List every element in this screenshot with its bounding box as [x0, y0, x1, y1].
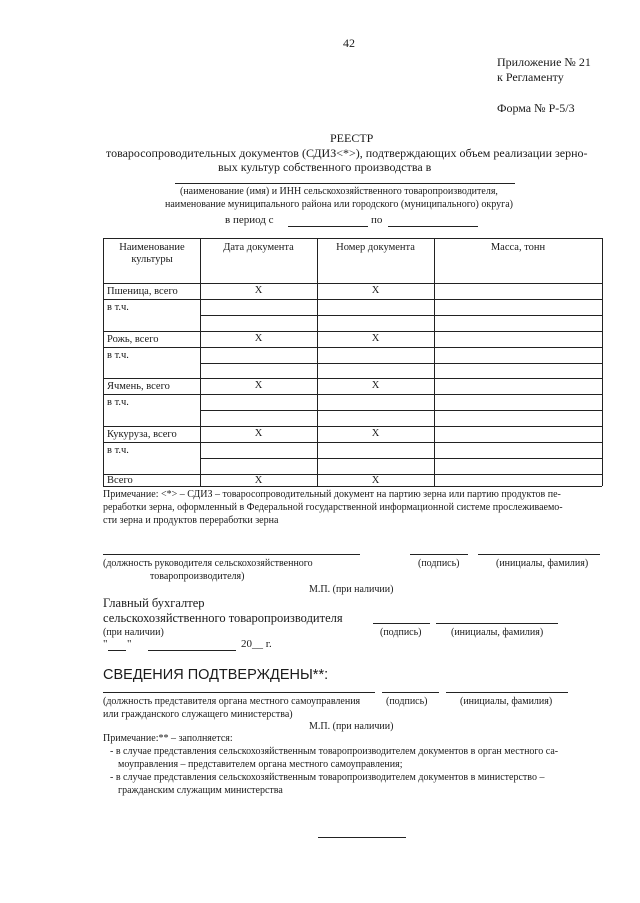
note2-item2-line2: гражданским служащим министерства — [118, 785, 283, 796]
row-barley-date-x: X — [254, 380, 263, 391]
row-corn-date-x: X — [254, 428, 263, 439]
head-position-line — [103, 554, 360, 555]
confirmed-initials-line — [446, 692, 568, 693]
row-wheat-date-x: X — [254, 285, 263, 296]
row-corn-number-x: X — [371, 428, 380, 439]
note-line1: Примечание: <*> – СДИЗ – товаросопроводительный документ на партию зерна или партию продуктов пе- — [103, 489, 561, 500]
header-number: Номер документа — [336, 242, 415, 253]
date-day-line — [108, 650, 126, 651]
note-line2: реработки зерна, оформленный в Федеральной государственной информационной системе прослеживаемо- — [103, 502, 563, 513]
page-number: 42 — [343, 36, 355, 50]
period-prefix: в период с — [225, 214, 274, 226]
row-corn-label: Кукуруза, всего — [107, 429, 177, 440]
note-line3: сти зерна и продуктов переработки зерна — [103, 515, 279, 526]
accountant-line2: сельскохозяйственного товаропроизводителя — [103, 611, 343, 625]
head-signature-label: (подпись) — [418, 558, 460, 569]
row-rye-date-x: X — [254, 333, 263, 344]
row-wheat-label: Пшеница, всего — [107, 286, 178, 297]
head-position-label2: товаропроизводителя) — [150, 571, 245, 582]
accountant-initials-label: (инициалы, фамилия) — [451, 627, 544, 638]
period-to-line — [388, 226, 478, 227]
confirmed-position-line — [103, 692, 375, 693]
row-total-date-x: X — [254, 475, 263, 486]
accountant-line3: (при наличии) — [103, 627, 164, 638]
row-total-label: Всего — [107, 475, 133, 486]
subtitle-line1: (наименование (имя) и ИНН сельскохозяйственного товаропроизводителя, — [180, 186, 498, 197]
row-barley-sub: в т.ч. — [107, 397, 129, 408]
form-label: Форма № Р-5/3 — [497, 101, 575, 115]
subtitle-line2: наименование муниципального района или городского (муниципального) округа) — [165, 199, 513, 210]
accountant-signature-label: (подпись) — [380, 627, 422, 638]
row-barley-number-x: X — [371, 380, 380, 391]
row-barley-label: Ячмень, всего — [107, 381, 170, 392]
confirmed-stamp: М.П. (при наличии) — [309, 721, 394, 732]
date-quote-close: " — [127, 638, 132, 650]
date-month-line — [148, 650, 236, 651]
note2-item1-line2: моуправления – представителем органа местного самоуправления; — [118, 759, 403, 770]
accountant-initials-line — [436, 623, 558, 624]
head-initials-line — [478, 554, 600, 555]
header-date: Дата документа — [223, 242, 294, 253]
confirmed-position-label2: или гражданского служащего министерства) — [103, 709, 293, 720]
title-heading: РЕЕСТР — [330, 131, 374, 145]
head-position-label1: (должность руководителя сельскохозяйственного — [103, 558, 313, 569]
note2-title: Примечание:** – заполняется: — [103, 733, 233, 744]
note2-item2-line1: - в случае представления сельскохозяйственным товаропроизводителем документов в министерство – — [110, 772, 545, 783]
period-from-line — [288, 226, 368, 227]
end-divider — [318, 837, 406, 838]
note2-item1-line1: - в случае представления сельскохозяйственным товаропроизводителем документов в орган местного са- — [110, 746, 559, 757]
date-year: 20__ г. — [241, 638, 272, 650]
appendix-line1: Приложение № 21 — [497, 55, 591, 69]
head-signature-line — [410, 554, 468, 555]
confirmed-position-label1: (должность представителя органа местного самоуправления — [103, 696, 361, 707]
title-line1: товаросопроводительных документов (СДИЗ<*>), подтверждающих объем реализации зерно- — [106, 146, 588, 160]
date-quote-open: " — [103, 638, 108, 650]
row-rye-number-x: X — [371, 333, 380, 344]
confirmed-initials-label: (инициалы, фамилия) — [460, 696, 553, 707]
appendix-line2: к Регламенту — [497, 70, 564, 84]
title-line2: вых культур собственного производства в — [218, 160, 432, 174]
confirmed-title: СВЕДЕНИЯ ПОДТВЕРЖДЕНЫ**: — [103, 667, 329, 683]
org-name-line — [175, 183, 515, 184]
row-rye-label: Рожь, всего — [107, 334, 159, 345]
accountant-line1: Главный бухгалтер — [103, 596, 205, 610]
period-mid: по — [371, 214, 383, 226]
confirmed-signature-line — [382, 692, 439, 693]
head-initials-label: (инициалы, фамилия) — [496, 558, 589, 569]
row-wheat-number-x: X — [371, 285, 380, 296]
header-culture: Наименование культуры — [119, 242, 185, 265]
accountant-signature-line — [373, 623, 430, 624]
row-total-number-x: X — [371, 475, 380, 486]
confirmed-signature-label: (подпись) — [386, 696, 428, 707]
header-mass: Масса, тонн — [490, 242, 546, 253]
row-wheat-sub: в т.ч. — [107, 302, 129, 313]
head-stamp: М.П. (при наличии) — [309, 584, 394, 595]
row-rye-sub: в т.ч. — [107, 350, 129, 361]
row-corn-sub: в т.ч. — [107, 445, 129, 456]
